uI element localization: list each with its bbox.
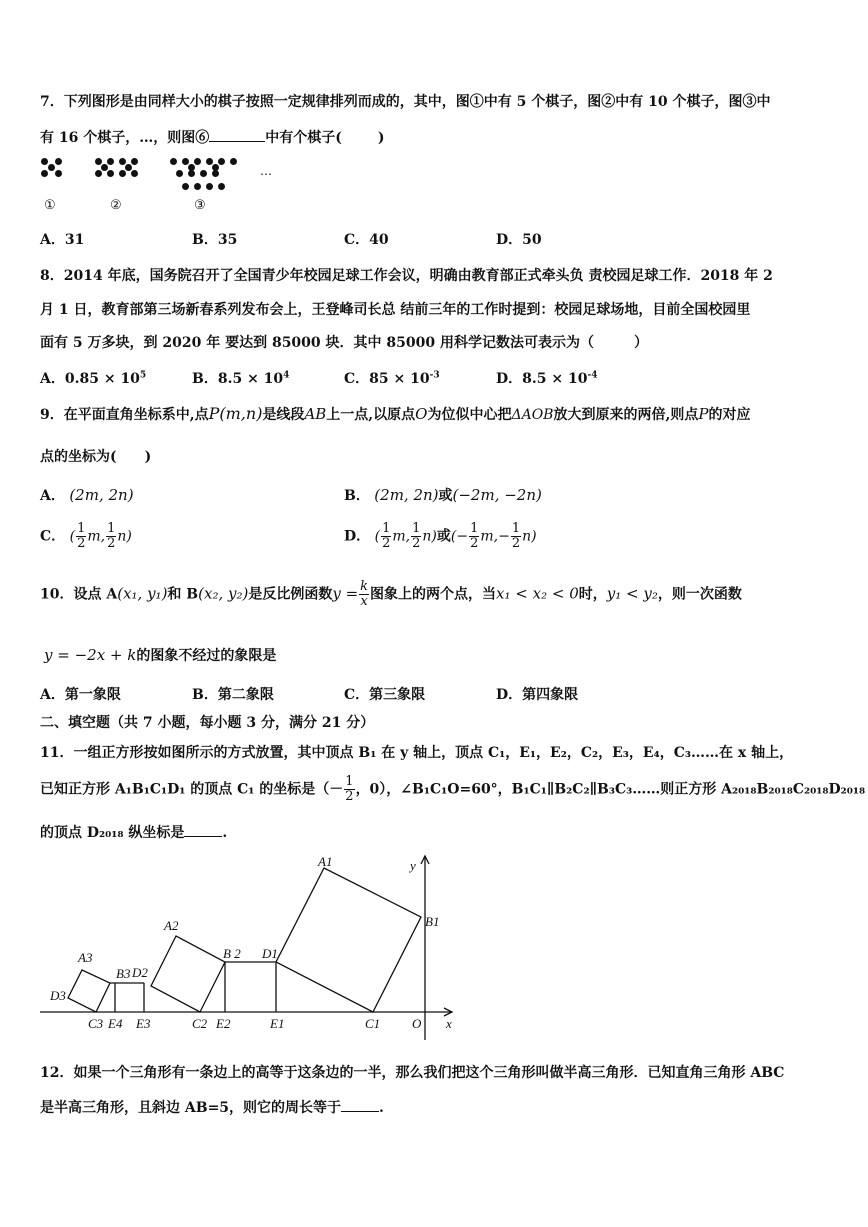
q12-line2: 是半高三角形，且斜边 AB=5，则它的周长等于 . xyxy=(40,1100,384,1116)
q11-line3: 的顶点 D₂₀₁₈ 纵坐标是 . xyxy=(40,825,228,841)
q10-option-c: C．第三象限 xyxy=(344,687,426,703)
squares-figure xyxy=(40,850,460,1045)
q7-blank xyxy=(209,141,265,142)
label-d1: D1 xyxy=(262,946,278,961)
q10-option-a: A．第一象限 xyxy=(40,687,121,703)
fig-label-3: ③ xyxy=(194,198,206,213)
q8-option-b: B．$8.5 \times 10^4$ xyxy=(192,370,290,387)
q7-text-b: 中有个棋子( xyxy=(265,130,342,146)
q9-line2: 点的坐标为( ) xyxy=(40,449,152,465)
label-e1: E1 xyxy=(270,1016,285,1031)
q9-option-d: D． ( $\frac{1}{2}$ m, $\frac{1}{2}$ n)或(− $\frac{1}{2}$ m,− $\frac{1}{2}$ n) xyxy=(344,521,537,551)
label-origin: O xyxy=(412,1016,422,1031)
label-e2: E2 xyxy=(216,1016,231,1031)
q8-line3 xyxy=(40,332,648,352)
q9-line1: 9．在平面直角坐标系中,点P(m,n)是线段AB上一点,以原点O为位似中心把ΔAOB放大到原来的两倍,则点P的对应 xyxy=(40,404,751,423)
label-c2: C2 xyxy=(192,1016,208,1031)
pattern-ellipsis: … xyxy=(260,164,272,178)
q8-line2: 月 1 日，教育部第三场新春系列发布会上，王登峰司长总 结前三年的工作时提到：校园足球场地，目前全国校园里 xyxy=(40,302,751,318)
q7-text-a: 有 16 个棋子，…，则图⑥ xyxy=(40,130,210,146)
label-e3: E3 xyxy=(136,1016,151,1031)
q7-line1: 7．下列图形是由同样大小的棋子按照一定规律排列而成的，其中，图①中有 5 个棋子，图②中有 10 个棋子，图③中 xyxy=(40,94,771,110)
q7-option-b: B．35 xyxy=(192,232,238,248)
label-c1: C1 xyxy=(365,1016,381,1031)
q8-option-a: A．$0.85 \times 10^5$ xyxy=(40,370,147,387)
q9-option-b: B． (2m, 2n)或(−2m, −2n) xyxy=(344,486,542,504)
q7-option-c: C．40 xyxy=(344,232,389,248)
q8-option-d: D．$8.5 \times 10^{-4}$ xyxy=(496,370,598,387)
square-2 xyxy=(151,936,225,1012)
label-a3: A3 xyxy=(78,950,93,965)
label-b1: B1 xyxy=(425,914,440,929)
q12-line1: 12．如果一个三角形有一条边上的高等于这条边的一半，那么我们把这个三角形叫做半高三角形．已知直角三角形 ABC xyxy=(40,1065,785,1081)
fig-label-1: ① xyxy=(44,198,56,213)
q7-line2 xyxy=(40,127,384,147)
q8-line3-close: ） xyxy=(633,335,648,351)
label-c3: C3 xyxy=(88,1016,104,1031)
label-b3: B3 xyxy=(116,966,131,981)
label-a2: A2 xyxy=(164,918,179,933)
q8-option-c: C．$85 \times 10^{-3}$ xyxy=(344,370,440,387)
q9-option-a: A． (2m, 2n) xyxy=(40,486,134,504)
label-e4: E4 xyxy=(108,1016,123,1031)
label-x: x xyxy=(446,1016,452,1031)
q8-line1: 8．2014 年底，国务院召开了全国青少年校园足球工作会议，明确由教育部正式牵头负 责校园足球工作．2018 年 2 xyxy=(40,268,773,284)
q10-line2: y = −2x + k的图象不经过的象限是 xyxy=(44,646,277,664)
q11-line2: 已知正方形 A₁B₁C₁D₁ 的顶点 C₁ 的坐标是（－ $\frac{1}{2}$ ，0），∠B₁C₁O=60°，B₁C₁∥B₂C₂∥B₃C₃……则正方形 A₂₀₁₈B₂₀₁₈C₂₀₁₈D₂₀₁₈ xyxy=(40,774,866,804)
section-2-heading: 二、填空题（共 7 小题，每小题 3 分，满分 21 分） xyxy=(40,715,375,731)
label-b2: B 2 xyxy=(223,946,241,961)
q8-line3-text: 面有 5 万多块，到 2020 年 要达到 85000 块．其中 85000 用科学记数法可表示为（ xyxy=(40,335,594,351)
q11-line1: 11．一组正方形按如图所示的方式放置，其中顶点 B₁ 在 y 轴上，顶点 C₁，E₁，E₂，C₂，E₃，E₄，C₃……在 x 轴上， xyxy=(40,745,794,761)
square-1 xyxy=(276,868,421,1012)
q7-option-d: D．50 xyxy=(496,232,542,248)
q7-text-c: ) xyxy=(377,130,385,146)
q10-option-b: B．第二象限 xyxy=(192,687,274,703)
label-d3: D3 xyxy=(50,988,66,1003)
label-d2: D2 xyxy=(132,965,148,980)
square-3 xyxy=(68,970,110,1012)
q10-option-d: D．第四象限 xyxy=(496,687,579,703)
label-a1: A1 xyxy=(318,854,333,869)
q10-line1: 10．设点 A(x₁, y₁)和 B(x₂, y₂)是反比例函数y = $\frac{k}{x}$ 图象上的两个点，当x₁ < x₂ < 0时，y₁ < y₂，则一次函数 xyxy=(40,579,742,609)
q9-option-c: C． ( $\frac{1}{2}$ m, $\frac{1}{2}$ n) xyxy=(40,521,132,551)
fig-label-2: ② xyxy=(110,198,122,213)
label-y: y xyxy=(410,858,416,873)
q7-option-a: A．31 xyxy=(40,232,85,248)
